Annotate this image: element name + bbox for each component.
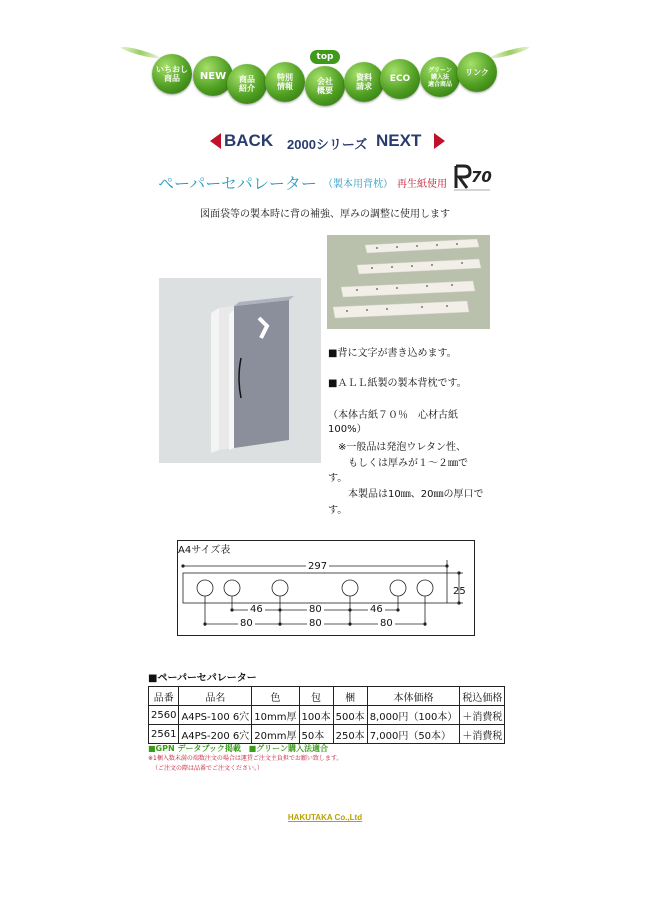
back-link[interactable]: BACK (224, 131, 274, 150)
cell-case: 250本 (333, 725, 367, 744)
green-purchase-badge: ■グリーン購入法適合 (248, 744, 328, 753)
nav-label: 特別 情報 (277, 73, 293, 91)
header-tax-price: 税込価格 (460, 687, 505, 706)
product-subtitle: （製本用背枕） (323, 179, 393, 190)
cell-code: 2561 (149, 725, 179, 744)
dim-80-left: 80 (240, 618, 253, 629)
feature-note-thick: 本製品は10㎜、20㎜の厚口で (328, 489, 484, 500)
header-name: 品名 (179, 687, 252, 706)
nav-green-button[interactable] (420, 57, 460, 97)
product-title: ペーパーセパレーター (158, 174, 317, 193)
nav-products-button[interactable] (227, 64, 267, 104)
header-case: 梱 (333, 687, 367, 706)
header-price: 本体価格 (367, 687, 460, 706)
cell-name: A4PS-200 6穴 (179, 725, 252, 744)
dim-total-length: 297 (308, 561, 328, 572)
nav-request-button[interactable] (344, 62, 384, 102)
cell-pack: 100本 (299, 706, 333, 725)
table-row (149, 725, 505, 744)
series-label: 2000シリーズ (287, 137, 368, 152)
nav-label: ECO (389, 73, 411, 84)
cell-tax-price: ＋消費税 (460, 725, 505, 744)
cell-pack: 50本 (299, 725, 333, 744)
feature-note-general: ※一般品は発泡ウレタン性、 (328, 442, 466, 453)
feature-recycled-ratio-cont: 100%） (328, 424, 367, 435)
nav-ichioshi-button[interactable] (152, 54, 192, 94)
cell-price: 8,000円（100本） (367, 706, 460, 725)
shipping-note: ※1梱入数未満の端数注文の場合は運賃ご注文主負担でお願い致します。 (148, 755, 343, 762)
dim-46-right: 46 (370, 604, 383, 615)
r70-number: 70 (471, 168, 492, 186)
dim-height: 25 (453, 586, 466, 597)
r70-recycle-mark-icon (452, 162, 492, 192)
next-arrow-icon[interactable] (434, 133, 445, 149)
nav-label: グリーン 購入法 適合商品 (427, 66, 452, 88)
feature-recycled-ratio: （本体古紙７０％ 心材古紙 (328, 410, 458, 421)
cell-color: 10mm厚 (252, 706, 299, 725)
feature-writable: ■背に文字が書き込めます。 (328, 348, 457, 359)
feature-all-paper: ■ＡＬＬ紙製の製本背枕です。 (328, 378, 467, 389)
nav-label: いちおし 商品 (156, 65, 188, 83)
cell-name: A4PS-100 6穴 (179, 706, 252, 725)
dim-46-left: 46 (250, 604, 263, 615)
notes-block (148, 744, 342, 774)
product-binder-photo (159, 278, 321, 463)
diagram-title: A4サイズ表 (178, 545, 231, 556)
cell-case: 500本 (333, 706, 367, 725)
cell-price: 7,000円（50本） (367, 725, 460, 744)
nav-eco-button[interactable] (380, 59, 420, 99)
table-row (149, 706, 505, 725)
nav-link-button[interactable] (457, 52, 497, 92)
nav-label: NEW (199, 70, 227, 82)
feature-note-thickness: もしくは厚みが１～２㎜で (328, 458, 468, 469)
nav-label: リンク (465, 67, 489, 77)
feature-note-thick-end: す。 (328, 505, 348, 516)
dim-80-right: 80 (380, 618, 393, 629)
nav-top-button[interactable]: top (310, 50, 340, 64)
nav-leaf-decoration (120, 45, 160, 60)
dim-80-center: 80 (309, 604, 322, 615)
header-color: 色 (252, 687, 299, 706)
nav-label: 会社 概要 (317, 77, 333, 95)
recycled-paper-label: 再生紙使用 (397, 179, 447, 190)
cell-code: 2560 (149, 706, 179, 725)
header-code: 品番 (149, 687, 179, 706)
cell-color: 20mm厚 (252, 725, 299, 744)
nav-leaf-decoration (490, 45, 530, 60)
badge-row (148, 744, 342, 754)
series-pager (210, 130, 450, 152)
dimension-drawing (177, 540, 475, 636)
table-title: ■ペーパーセパレーター (148, 673, 257, 684)
nav-special-button[interactable] (265, 62, 305, 102)
nav-label: 商品 紹介 (239, 75, 255, 93)
next-link[interactable]: NEXT (376, 131, 422, 150)
main-navigation (120, 44, 530, 126)
nav-label: 資料 請求 (356, 73, 372, 91)
product-spec-table (148, 686, 505, 744)
table-header-row (149, 687, 505, 706)
feature-note-end: す。 (328, 473, 348, 484)
company-link[interactable]: HAKUTAKA Co.,Ltd (287, 813, 363, 822)
header-pack: 包 (299, 687, 333, 706)
product-strips-photo (327, 235, 490, 329)
dim-80-mid: 80 (309, 618, 322, 629)
back-arrow-icon[interactable] (210, 133, 221, 149)
gpn-badge: ■GPN データブック掲載 (148, 744, 241, 753)
order-note: （ご注文の際は品番でご注文ください。） (152, 765, 264, 772)
cell-tax-price: ＋消費税 (460, 706, 505, 725)
nav-company-button[interactable] (305, 66, 345, 106)
product-description: 図面袋等の製本時に背の補強、厚みの調整に使用します (200, 209, 450, 220)
